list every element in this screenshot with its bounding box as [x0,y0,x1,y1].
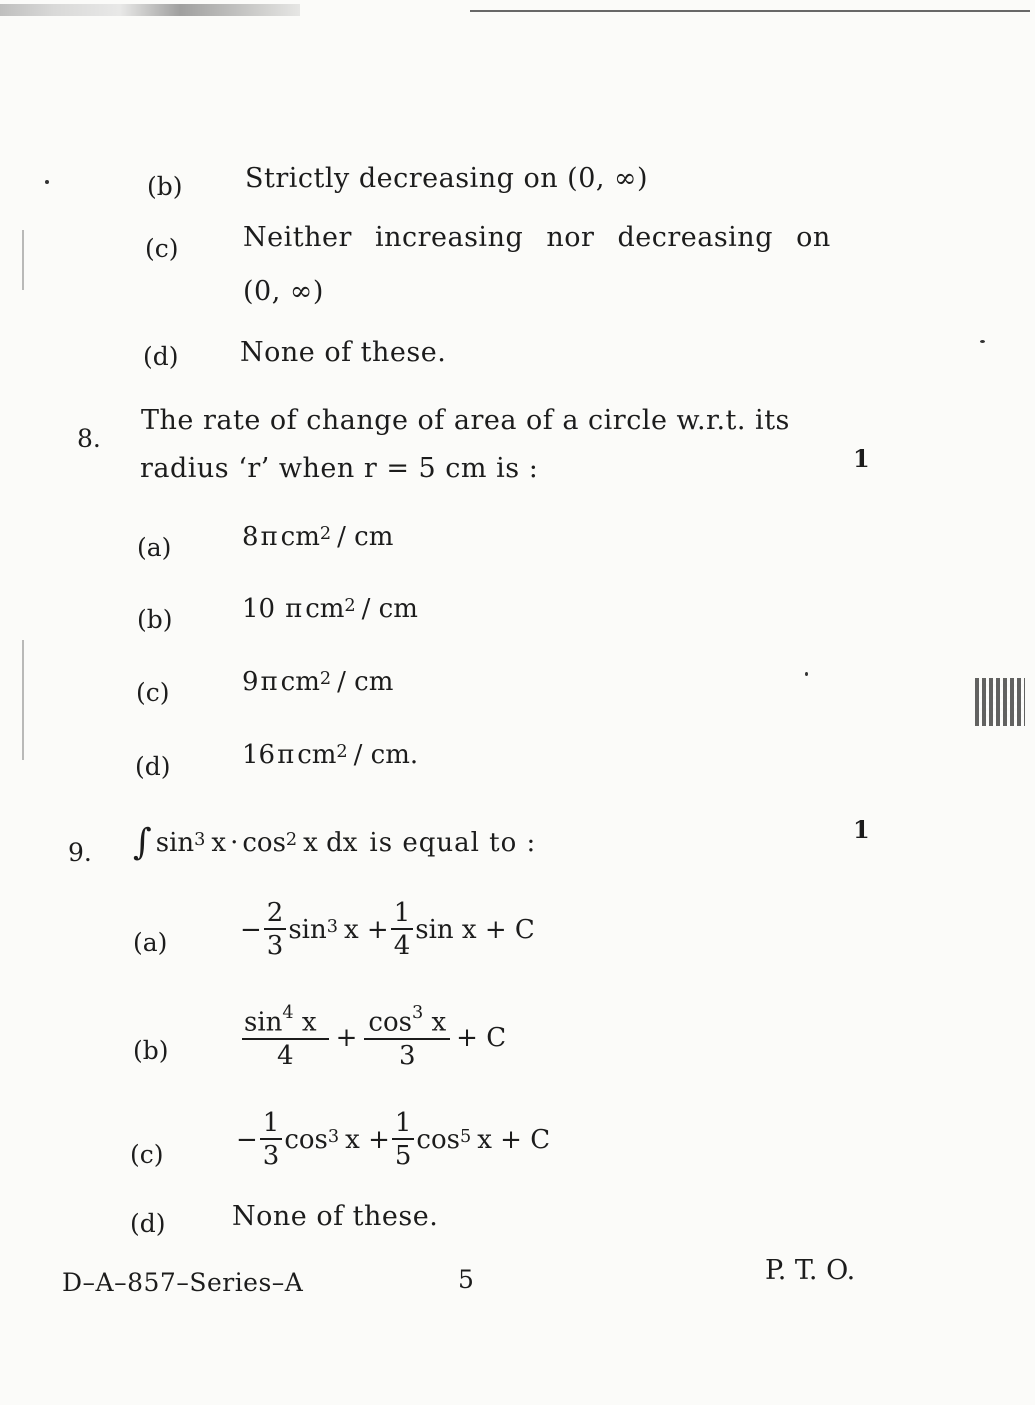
q7-option-c-label: (c) [145,234,179,263]
q9-option-a-value: − $\frac{2}{3}$ sin $^3$ x + $\frac{1}{4}$ sin x + C [240,898,535,961]
q8-option-c-label: (c) [136,678,170,707]
q7-option-b-text: Strictly decreasing on (0, ∞) [245,163,649,194]
q8-option-c-value: 9 π cm $^2$ / cm [242,667,394,697]
q8-option-d-value: 16 π cm $^2$ / cm. [242,740,419,770]
q8-marks: 1 [853,444,870,473]
scan-edge-mark [22,640,24,760]
q8-option-d-label: (d) [135,752,171,781]
footer-page-number: 5 [458,1265,474,1294]
q9-option-c-label: (c) [130,1140,164,1169]
q8-number: 8. [77,424,101,453]
q8-option-b-label: (b) [137,605,173,634]
q7-option-c-text-line1: Neither increasing nor decreasing on [243,222,831,253]
footer-series-code: D–A–857–Series–A [62,1268,304,1297]
q8-stem-line2: radius ‘r’ when r = 5 cm is : [140,453,539,484]
q9-option-d-text: None of these. [232,1201,439,1232]
top-rule [470,10,1030,12]
q9-marks: 1 [853,815,870,844]
scan-edge-mark [22,230,24,290]
q7-option-b-label: (b) [147,172,183,201]
q9-option-a-label: (a) [133,928,168,957]
q9-number: 9. [68,838,92,867]
q8-option-a-value: 8 π cm $^2$ / cm [242,522,394,552]
scan-speck [980,340,985,343]
qr-code-icon [975,678,1025,726]
q9-option-d-label: (d) [130,1209,166,1238]
q9-option-b-label: (b) [133,1036,169,1065]
q9-stem: ∫ sin $^3$ x · cos $^2$ x dx is equal to : [133,822,537,863]
scan-speck [805,672,808,676]
q8-stem-line1: The rate of change of area of a circle w.r.t. its [141,405,790,436]
scan-speck [45,180,49,184]
q9-option-b-value: $\frac{\sin^4 x}{4}$ + $\frac{\cos^3 x}{3}$ + C [244,1003,507,1071]
q7-option-d-label: (d) [143,342,179,371]
q8-option-b-value: 10 π cm $^2$ / cm [242,594,418,624]
q7-option-d-text: None of these. [240,337,447,368]
q7-option-c-text-line2: (0, ∞) [243,276,324,307]
scan-artifact-top [0,4,300,16]
q8-option-a-label: (a) [137,533,172,562]
footer-pto: P. T. O. [765,1255,856,1286]
q9-option-c-value: − $\frac{1}{3}$ cos $^3$ x + $\frac{1}{5}$ cos $^5$ x + C [236,1108,551,1171]
